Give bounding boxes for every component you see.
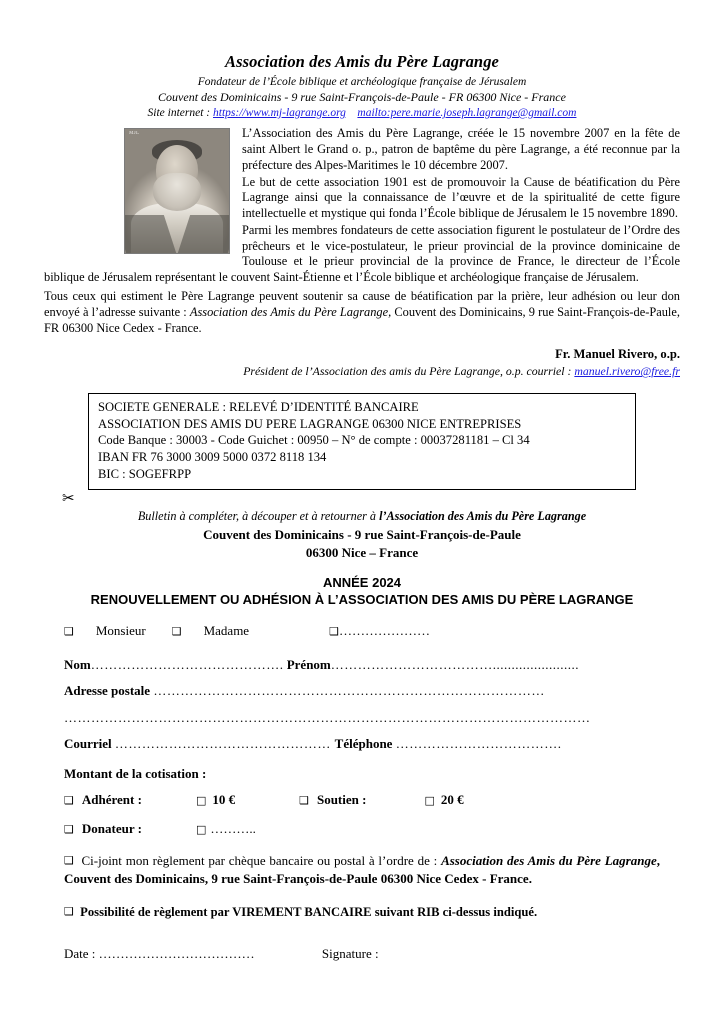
label-telephone: Téléphone [334,736,396,752]
signature-role-text: Président de l’Association des amis du Père Lagrange, o.p. courriel : [243,364,575,379]
rib-line-1: SOCIETE GENERALE : RELEVÉ D’IDENTITÉ BANCAIRE [98,400,419,415]
label-nom: Nom [64,656,91,672]
checkbox-donateur[interactable]: ❑ [64,822,74,836]
intro-p4-text: Tous ceux qui estiment le Père Lagrange peuvent soutenir sa cause de béatification par la prière, leur adhésion ou leur don envoyé à l’adresse suivante : [44,288,680,319]
form-year-title: ANNÉE 2024 [322,575,402,591]
adresse-input[interactable]: …………………………………………………………………………… [153,683,545,699]
association-title: Association des Amis du Père Lagrange [225,52,499,71]
site-label: Site internet : [147,107,211,119]
checkbox-donateur-amount[interactable]: □ [195,822,207,836]
checkbox-other[interactable]: ❑ [329,625,339,639]
intro-paragraph-2: Le but de cette association 1901 est de promouvoir la Cause de béatification du Père Lagrange ainsi que la connaissance de l’œuvre et de la spiritualité de cette figure intellectuelle et mystique qui fonda l’École biblique de Jérusalem le 15 novembre 1890. [242,174,680,221]
label-soutien: Soutien : [316,792,367,808]
bulletin-note [44,509,680,524]
bulletin-note-text: Bulletin à compléter, à découper et à retourner à [137,509,380,524]
checkbox-virement[interactable]: ❑ [64,904,74,918]
label-courriel: Courriel [64,736,115,752]
virement-paragraph [64,903,660,922]
checkbox-soutien[interactable]: ❑ [299,794,309,808]
association-address: Couvent des Dominicains - 9 rue Saint-François-de-Paule - FR 06300 Nice - France [158,90,566,104]
form-heading: RENOUVELLEMENT OU ADHÉSION À L’ASSOCIATION DES AMIS DU PÈRE LAGRANGE [90,592,634,608]
rib-line-4: IBAN FR 76 3000 3009 5000 0372 8118 134 [98,450,327,465]
intro-paragraph-4 [44,288,680,336]
amount-donateur[interactable]: ……….. [210,820,256,836]
label-montant: Montant de la cotisation : [64,765,207,781]
membership-form [64,621,660,963]
adresse-input-line2[interactable]: ……………………………………………………………………………………………………… [64,709,591,725]
rib-line-2: ASSOCIATION DES AMIS DU PERE LAGRANGE 06300 NICE ENTREPRISES [98,416,522,431]
association-links [44,106,680,120]
scissors-icon: ✂ [62,491,75,508]
pere-lagrange-portrait [124,128,230,254]
amount-row-adherent-soutien [64,790,660,810]
label-prenom: Prénom [286,656,331,672]
cheque-paragraph [64,852,660,888]
checkbox-adherent-amount[interactable]: □ [195,794,207,808]
contact-row [64,734,660,754]
label-donateur: Donateur : [81,820,142,836]
courriel-input[interactable]: ………………………………………… [114,736,335,752]
amount-row-donateur [64,819,660,839]
signature-role [44,364,680,379]
label-monsieur: Monsieur [95,623,146,639]
telephone-input[interactable]: ………………………………. [395,736,562,752]
checkbox-adherent[interactable]: ❑ [64,794,74,808]
date-field[interactable]: Date : ……………………………… [64,945,255,961]
checkbox-soutien-amount[interactable]: □ [424,794,435,808]
signature-field-label[interactable]: Signature : [321,945,379,961]
cut-line [44,491,680,508]
intro-p4-rest: Couvent des Dominicains, 9 rue Saint-François-de-Paule, FR 06300 Nice Cedex - France. [44,305,680,336]
label-madame: Madame [203,623,250,639]
email-link-president[interactable]: manuel.rivero@free.fr [574,364,680,379]
rib-line-3: Code Banque : 30003 - Code Guichet : 00950 – N° de compte : 00037281181 – Cl 34 [98,433,530,448]
name-row [64,655,660,675]
cheque-text: Ci-joint mon règlement par chèque bancaire ou postal à l’ordre de : [81,853,442,869]
bulletin-city: 06300 Nice – France [305,545,419,561]
signature-name: Fr. Manuel Rivero, o.p. [555,347,680,362]
amount-adherent: 10 € [212,792,236,808]
address-row [64,681,660,701]
bulletin-address: Couvent des Dominicains - 9 rue Saint-François-de-Paule [203,527,521,543]
virement-text: Possibilité de règlement par VIREMENT BANCAIRE suivant RIB ci-dessus indiqué. [80,904,538,919]
civility-row [64,621,660,641]
email-link-association[interactable]: mailto:pere.marie.joseph.lagrange@gmail.com [357,107,577,119]
intro-section [44,126,680,286]
intro-p4-assoc: Association des Amis du Père Lagrange, [189,305,392,319]
bulletin-note-assoc: l’Association des Amis du Père Lagrange [379,509,587,524]
nom-input[interactable]: ……………………………………. [90,656,284,672]
label-adherent: Adhérent : [81,792,142,808]
portrait-caption: MJL [129,131,140,137]
checkbox-monsieur[interactable]: ❑ [64,625,74,639]
document-header [44,52,680,120]
date-signature-row [64,944,660,964]
association-subtitle: Fondateur de l’École biblique et archéologique française de Jérusalem [197,75,527,88]
address-row-2 [64,708,660,728]
checkbox-madame[interactable]: ❑ [171,625,182,639]
rib-box [88,393,636,490]
checkbox-cheque[interactable]: ❑ [64,854,74,868]
amount-soutien: 20 € [440,792,464,808]
intro-paragraph-3: Parmi les membres fondateurs de cette association figurent le postulateur de l’Ordre des prêcheurs et le vice-postulateur, le prieur provincial de la province dominicaine de Toulouse et le prieur provincial de la province de France, le directeur de l’École biblique de Jérusalem représentant le couvent Saint-Étienne et l’École biblique et archéologique française de Jérusalem. [44,222,680,285]
other-dots: ………………… [338,623,430,639]
intro-paragraph-1: L’Association des Amis du Père Lagrange, créée le 15 novembre 2007 en la fête de saint Albert le Grand o. p., patron de baptême du père Lagrange, a été reconnue par la préfecture des Alpes-Maritimes le 10 décembre 2007. [242,126,680,172]
rib-line-5: BIC : SOGEFRPP [98,466,192,481]
website-link[interactable]: https://www.mj-lagrange.org [213,107,346,119]
amount-heading [64,764,660,784]
prenom-input[interactable]: ………………………………....................... [330,656,580,672]
label-adresse: Adresse postale [64,683,154,699]
cheque-assoc: Association des Amis du Père Lagrange [441,853,657,869]
cheque-rest: , Couvent des Dominicains, 9 rue Saint-François-de-Paule 06300 Nice Cedex - France. [64,853,660,887]
